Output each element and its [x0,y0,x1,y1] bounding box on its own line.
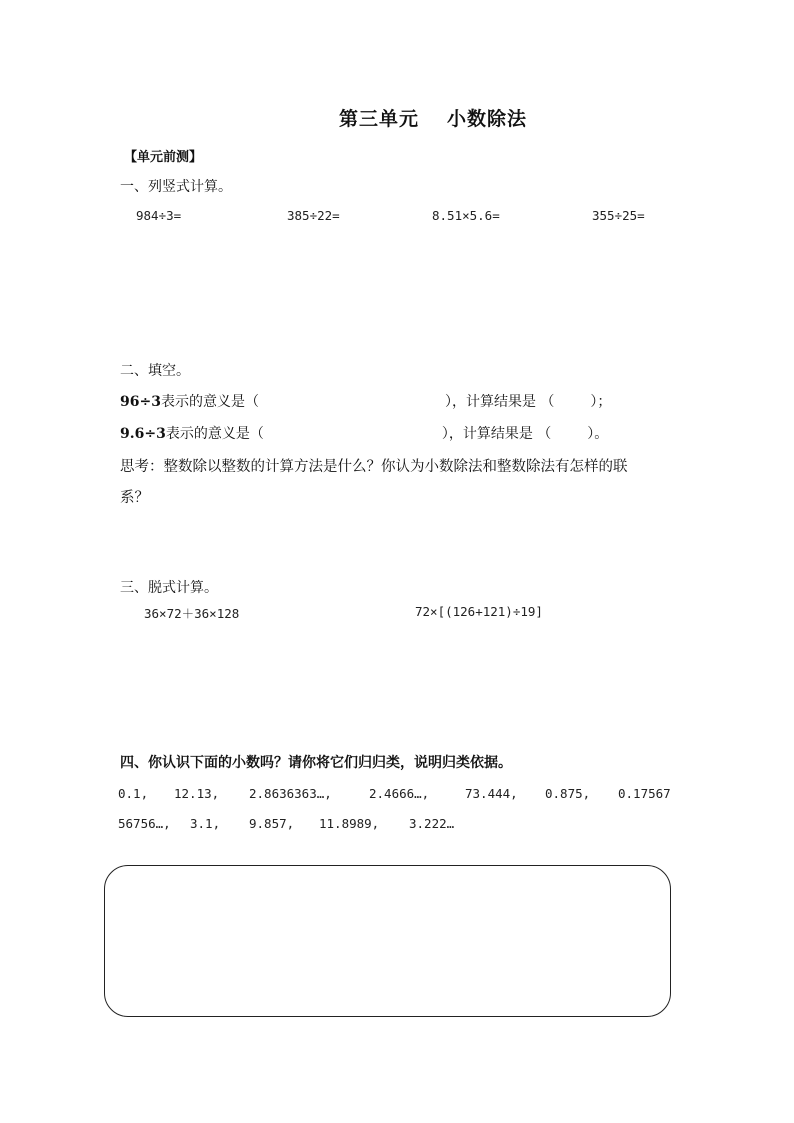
section3-heading: 三、脱式计算。 [120,580,218,596]
decimal-item: 2.8636363…, [249,786,332,801]
decimal-item: 73.444, [465,786,518,801]
fill-expr-1: 96÷3 [120,394,161,410]
decimal-item: 11.8989, [319,816,380,831]
decimal-item: 56756…, [118,816,171,831]
unit-topic: 小数除法 [447,108,528,130]
decimal-item: 2.4666…, [369,786,430,801]
vertical-calc-3: 8.51×5.6= [432,208,500,223]
page-title [0,104,794,131]
section4-heading: 四、你认识下面的小数吗？请你将它们归归类，说明归类依据。 [120,755,512,771]
section2-heading: 二、填空。 [120,363,190,379]
fill-expr-2: 9.6÷3 [120,426,166,442]
stepwise-calc-2: 72×[(126+121)÷19] [415,604,543,619]
decimal-item: 12.13, [174,786,220,801]
stepwise-calc-1: 36×72＋36×128 [144,606,240,621]
decimal-item: 3.1, [190,816,221,831]
vertical-calc-2: 385÷22= [287,208,340,223]
decimal-item: 9.857, [249,816,295,831]
think-question-line2: 系？ [120,490,149,506]
section1-heading: 一、列竖式计算。 [120,179,232,195]
vertical-calc-4: 355÷25= [592,208,645,223]
decimal-item: 0.17567 [618,786,671,801]
fill-blank-line-1: 96÷3表示的意义是（ ），计算结果是 （ ）； [120,394,612,410]
unit-number: 第三单元 [338,108,419,130]
think-question-line1: 思考：整数除以整数的计算方法是什么？你认为小数除法和整数除法有怎样的联 [120,459,628,475]
decimal-item: 0.875, [545,786,591,801]
answer-box[interactable] [104,865,671,1017]
fill-blank-line-2: 9.6÷3表示的意义是（ ），计算结果是 （ ）。 [120,426,609,442]
decimal-item: 3.222… [409,816,455,831]
vertical-calc-1: 984÷3= [136,208,182,223]
decimal-item: 0.1, [118,786,149,801]
unit-pretest-label: 【单元前测】 [124,150,203,165]
